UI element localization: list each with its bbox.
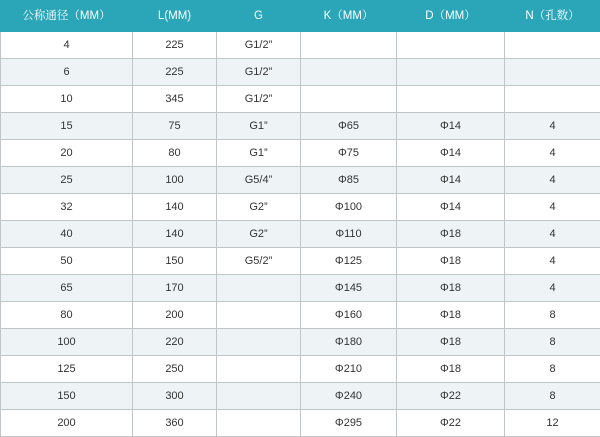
cell-k: Φ85: [301, 167, 397, 194]
cell-k: Φ75: [301, 140, 397, 167]
cell-g: [217, 329, 301, 356]
cell-n: [505, 32, 600, 59]
table-row: [1, 410, 600, 437]
cell-k: Φ210: [301, 356, 397, 383]
cell-g: G1/2”: [217, 86, 301, 113]
cell-nominal-diameter: 4: [1, 32, 133, 59]
cell-g: [217, 302, 301, 329]
cell-n: 4: [505, 167, 600, 194]
cell-n: [505, 86, 600, 113]
cell-k: Φ125: [301, 248, 397, 275]
table-body: [1, 32, 600, 437]
column-header-l: L(MM): [133, 1, 217, 32]
cell-l: 300: [133, 383, 217, 410]
table-row: [1, 383, 600, 410]
cell-d: Φ14: [397, 167, 505, 194]
cell-g: G1”: [217, 140, 301, 167]
cell-d: [397, 32, 505, 59]
cell-n: 4: [505, 221, 600, 248]
cell-k: [301, 86, 397, 113]
cell-nominal-diameter: 25: [1, 167, 133, 194]
cell-d: Φ14: [397, 140, 505, 167]
cell-nominal-diameter: 6: [1, 59, 133, 86]
cell-n: 8: [505, 356, 600, 383]
cell-l: 75: [133, 113, 217, 140]
table-row: [1, 329, 600, 356]
cell-g: G1/2”: [217, 59, 301, 86]
column-header-n: N（孔数）: [505, 1, 600, 32]
table-row: [1, 194, 600, 221]
cell-g: G2”: [217, 194, 301, 221]
cell-nominal-diameter: 100: [1, 329, 133, 356]
cell-d: Φ14: [397, 113, 505, 140]
cell-l: 100: [133, 167, 217, 194]
cell-n: 12: [505, 410, 600, 437]
cell-nominal-diameter: 50: [1, 248, 133, 275]
cell-l: 200: [133, 302, 217, 329]
cell-k: Φ110: [301, 221, 397, 248]
cell-l: 360: [133, 410, 217, 437]
table-row: [1, 221, 600, 248]
cell-n: 8: [505, 383, 600, 410]
cell-k: Φ160: [301, 302, 397, 329]
cell-k: Φ100: [301, 194, 397, 221]
cell-k: Φ180: [301, 329, 397, 356]
table-row: [1, 248, 600, 275]
cell-d: Φ18: [397, 329, 505, 356]
cell-nominal-diameter: 200: [1, 410, 133, 437]
cell-d: [397, 86, 505, 113]
cell-l: 140: [133, 221, 217, 248]
cell-d: Φ22: [397, 383, 505, 410]
cell-d: Φ18: [397, 248, 505, 275]
cell-nominal-diameter: 80: [1, 302, 133, 329]
table-row: [1, 86, 600, 113]
cell-nominal-diameter: 20: [1, 140, 133, 167]
cell-nominal-diameter: 32: [1, 194, 133, 221]
cell-n: 4: [505, 194, 600, 221]
table-row: [1, 167, 600, 194]
cell-d: Φ22: [397, 410, 505, 437]
cell-nominal-diameter: 150: [1, 383, 133, 410]
cell-n: 4: [505, 113, 600, 140]
cell-l: 250: [133, 356, 217, 383]
table-row: [1, 32, 600, 59]
cell-g: G5/4”: [217, 167, 301, 194]
cell-k: Φ65: [301, 113, 397, 140]
cell-g: [217, 275, 301, 302]
cell-n: 8: [505, 302, 600, 329]
table-row: [1, 356, 600, 383]
cell-n: 4: [505, 140, 600, 167]
cell-n: [505, 59, 600, 86]
cell-nominal-diameter: 65: [1, 275, 133, 302]
cell-d: Φ14: [397, 194, 505, 221]
column-header-d: D（MM）: [397, 1, 505, 32]
cell-g: [217, 356, 301, 383]
cell-nominal-diameter: 10: [1, 86, 133, 113]
table-header-row: [1, 1, 600, 32]
cell-d: Φ18: [397, 221, 505, 248]
cell-l: 150: [133, 248, 217, 275]
cell-g: G2”: [217, 221, 301, 248]
table-row: [1, 59, 600, 86]
table-row: [1, 302, 600, 329]
table-row: [1, 275, 600, 302]
cell-n: 4: [505, 248, 600, 275]
cell-g: [217, 383, 301, 410]
cell-l: 170: [133, 275, 217, 302]
cell-nominal-diameter: 15: [1, 113, 133, 140]
cell-k: Φ145: [301, 275, 397, 302]
cell-n: 4: [505, 275, 600, 302]
column-header-g: G: [217, 1, 301, 32]
cell-l: 225: [133, 59, 217, 86]
cell-g: G5/2”: [217, 248, 301, 275]
cell-d: Φ18: [397, 302, 505, 329]
cell-g: G1/2”: [217, 32, 301, 59]
cell-k: Φ295: [301, 410, 397, 437]
cell-g: [217, 410, 301, 437]
cell-d: [397, 59, 505, 86]
cell-k: [301, 59, 397, 86]
table-header: [1, 1, 600, 32]
column-header-nominal-diameter: 公称通径（MM）: [1, 1, 133, 32]
cell-n: 8: [505, 329, 600, 356]
cell-l: 225: [133, 32, 217, 59]
cell-l: 220: [133, 329, 217, 356]
cell-nominal-diameter: 125: [1, 356, 133, 383]
cell-l: 80: [133, 140, 217, 167]
cell-g: G1”: [217, 113, 301, 140]
table-row: [1, 140, 600, 167]
cell-l: 140: [133, 194, 217, 221]
cell-k: [301, 32, 397, 59]
column-header-k: K（MM）: [301, 1, 397, 32]
cell-nominal-diameter: 40: [1, 221, 133, 248]
cell-l: 345: [133, 86, 217, 113]
cell-d: Φ18: [397, 356, 505, 383]
cell-d: Φ18: [397, 275, 505, 302]
cell-k: Φ240: [301, 383, 397, 410]
table-row: [1, 113, 600, 140]
